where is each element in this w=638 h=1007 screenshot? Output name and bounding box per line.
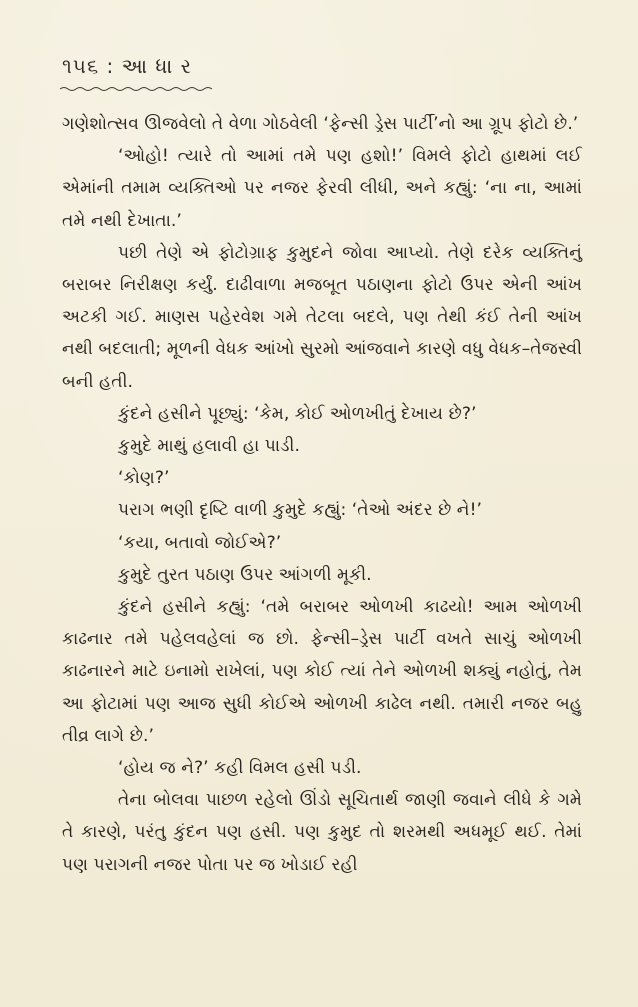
page-header: ૧૫૬ : આ ધા ર [62,54,192,78]
header-wavy-rule [60,86,212,92]
paragraph: ગણેશોત્સવ ઊજવેલો તે વેળા ગોઠવેલી ‘ફેન્સી ડ્રેસ પાર્ટી’નો આ ગ્રૂપ ફોટો છે.’ [62,114,579,134]
paragraph: કુંદને હસીને કહ્યું: ‘તમે બરાબર ઓળખી કાઢયો! આમ ઓળખી કાઢનાર તમે પહેલવહેલાં જ છો. ફેન્સી–ડ્રેસ પાર્ટી વખતે સાચું ઓળખી કાઢનારને માટે ઇનામો રાખેલાં, પણ કોઈ ત્યાં તેને ઓળખી શક્યું નહોતું, તેમ આ ફોટામાં પણ આજ સુધી કોઈએ ઓળખી કાઢેલ નથી. તમારી નજર બહુ તીવ્ર લાગે છે.’ [62,597,582,746]
paragraph: કુમુદે તુરત પઠાણ ઉપર આંગળી મૂકી. [118,564,372,585]
paragraph: તેના બોલવા પાછળ રહેલો ઊંડો સૂચિતાર્થ જાણી જવાને લીધે કે ગમે તે કારણે, પરંતુ કુંદન પણ હસી. પણ કુમુદ તો શરમથી અધમૂઈ થઈ. તેમાં પણ પરાગની નજર પોતા પર જ ખોડાઈ રહી [62,790,582,875]
body-text [62,108,582,881]
paragraph: ‘ઓહો! ત્યારે તો આમાં તમે પણ હશો!’ વિમલે ફોટો હાથમાં લઈ એમાંની તમામ વ્યક્તિઓ પર નજર ફેરવી લીધી, અને કહ્યું: ‘ના ના, આમાં તમે નથી દેખાતા.’ [62,146,582,231]
paragraph: પછી તેણે એ ફોટોગ્રાફ કુમુદને જોવા આપ્યો. તેણે દરેક વ્યક્તિનું બરાબર નિરીક્ષણ કર્યું. દાઢીવાળા મજબૂત પઠાણના ફોટો ઉપર એની આંખ અટકી ગઈ. માણસ પહેરવેશ ગમે તેટલા બદલે, પણ તેથી કંઈ તેની આંખ નથી બદલાતી; મૂળની વેધક આંખો સુરમો આંજવાને કારણે વધુ વેધક–તેજસ્વી બની હતી. [62,242,582,392]
paragraph: ‘કોણ?’ [118,468,170,489]
paragraph: પરાગ ભણી દૃષ્ટિ વાળી કુમુદે કહ્યું: ‘તેઓ અંદર છે ને!’ [118,500,482,521]
paragraph: કુમુદે માથું હલાવી હા પાડી. [118,436,300,457]
paragraph: કુંદને હસીને પૂછ્યું: ‘કેમ, કોઈ ઓળખીતું દેખાય છે?’ [118,403,477,424]
paragraph: ‘કયા, બતાવો જોઈએ?’ [118,532,282,553]
paragraph: ‘હોય જ ને?’ કહી વિમલ હસી પડી. [118,758,362,779]
